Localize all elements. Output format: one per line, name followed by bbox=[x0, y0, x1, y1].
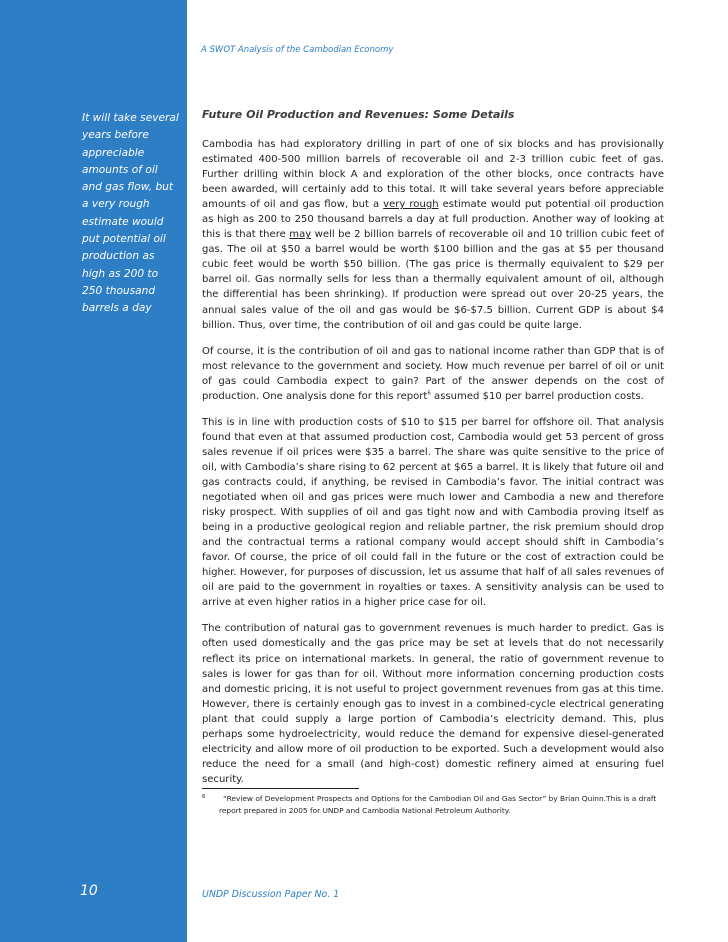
paragraph-3: This is in line with production costs of $10 to $15 per barrel for offshore oil. That analysis found that even at that assumed production cost, Cambodia would get 53 percent of gross sales revenue if oil prices were $35 a barrel. The share was quite sensitive to the price of oil, with Cambodia’s share rising to 62 percent at $65 a barrel. It is likely that future oil and gas contracts could, if anything, be revised in Cambodia’s favor. The initial contract was negotiated when oil and gas prices were much lower and Cambodia a new and therefore risky prospect. With supplies of oil and gas tight now and with Cambodia proving itself as being in a productive geological region and reliable partner, the risk premium should drop and the contractual terms a rational company would accept should shift in Cambodia’s favor. Of course, the price of oil could fall in the future or the cost of extraction could be higher. However, for purposes of discussion, let us assume that half of all sales revenues of oil are paid to the government in royalties or taxes. A sensitivity analysis can be used to arrive at even higher ratios in a higher price case for oil. bbox=[202, 416, 664, 609]
paragraph-2-part-b: assumed $10 per barrel production costs. bbox=[430, 390, 644, 402]
paragraph-1-part-c: well be 2 billion barrels of recoverable oil and 10 trillion cubic feet of gas. The oil at $50 a barrel would be worth $100 billion and the gas at $5 per thousand cubic feet would be worth $50 billion. (The gas price is thermally equivalent to $29 per barrel oil. Gas normally sells for less than a thermally equivalent amount of oil, although the differential has been shrinking). If production were spread out over 20-25 years, the annual sales value of the oil and gas would be $6-$7.5 billion. Current GDP is about $4 billion. Thus, over time, the contribution of oil and gas could be quite large. bbox=[202, 229, 664, 331]
footnote-reference[interactable]: 6 bbox=[427, 390, 431, 397]
pull-quote: It will take several years before appreciable amounts of oil and gas flow, but a very rough estimate would put potential oil production as high as 200 to 250 thousand barrels a day bbox=[82, 112, 179, 315]
section-title: Future Oil Production and Revenues: Some Details bbox=[202, 108, 515, 121]
footer-publication: UNDP Discussion Paper No. 1 bbox=[202, 889, 340, 900]
paragraph-1 bbox=[202, 137, 664, 333]
paragraph-1-part-b: estimate would put potential oil production as high as 200 to 250 thousand barrels a day at full production. Another way of looking at this is that there bbox=[202, 199, 664, 241]
footnote-body: “Review of Development Prospects and Options for the Cambodian Oil and Gas Sector” by Brian Quinn.This is a draft report prepared in 2005 for UNDP and Cambodia National Petroleum Authority. bbox=[219, 794, 657, 815]
running-header: A SWOT Analysis of the Cambodian Economy bbox=[201, 45, 394, 55]
paragraph-2 bbox=[202, 344, 664, 404]
paragraph-4: The contribution of natural gas to government revenues is much harder to predict. Gas is often used domestically and the gas price may be set at levels that do not necessarily reflect its price on international markets. In general, the ratio of government revenue to sales is lower for gas than for oil. Without more information concerning production costs and domestic pricing, it is not useful to project government revenues from gas at this time. However, there is certainly enough gas to invest in a combined-cycle electrical generating plant that could supply a large portion of Cambodia’s electricity demand. This, plus perhaps some hydroelectricity, would reduce the demand for expensive diesel-generated electricity and allow more of oil production to be exported. Such a development would also reduce the need for a small (and high-cost) domestic refinery aimed at ensuring fuel security. bbox=[202, 623, 664, 785]
footnote-text bbox=[219, 793, 664, 817]
paragraph-2-part-a: Of course, it is the contribution of oil and gas to national income rather than GDP that is of most relevance to the government and society. How much revenue per barrel of oil or unit of gas could Cambodia expect to gain? Part of the answer depends on the cost of production. One analysis done for this report bbox=[202, 345, 664, 402]
footnote-divider bbox=[202, 788, 359, 789]
page-number: 10 bbox=[80, 883, 98, 899]
paragraph-1-part-a: Cambodia has had exploratory drilling in part of one of six blocks and has provisionally estimated 400-500 million barrels of recoverable oil and 2-3 trillion cubic feet of gas. Further drilling within block A and exploration of the other blocks, once contracts have been awarded, will certainly add to this total. It will take several years before appreciable amounts of oil and gas flow, but a bbox=[202, 139, 664, 211]
footnote-mark: 6 bbox=[202, 794, 206, 800]
footnote bbox=[202, 793, 664, 817]
main-column bbox=[202, 108, 664, 798]
underlined-very-rough: very rough bbox=[383, 199, 439, 211]
underlined-may: may bbox=[289, 229, 312, 241]
